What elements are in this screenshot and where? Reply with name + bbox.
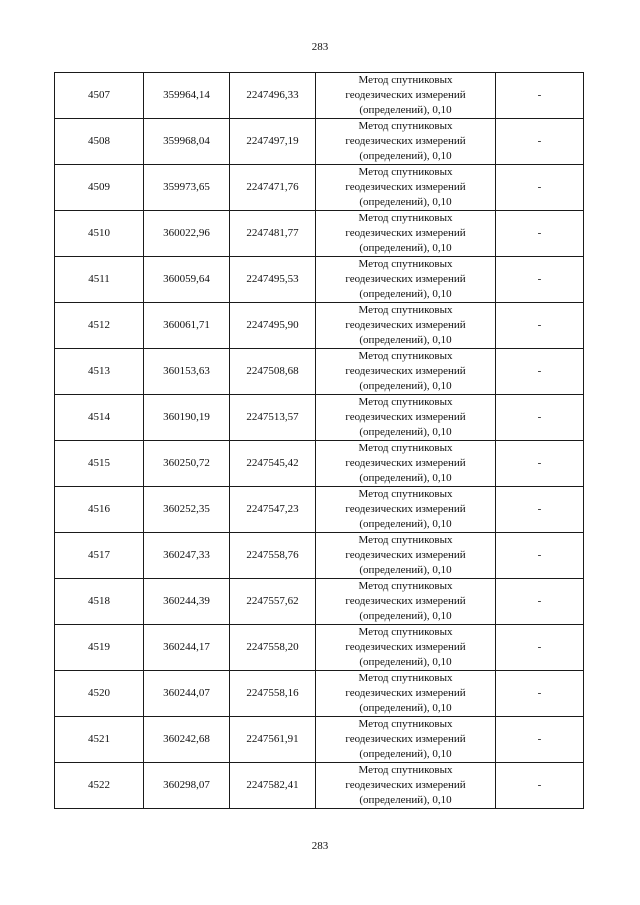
point-number-cell: 4519 bbox=[55, 625, 144, 671]
table-row bbox=[55, 441, 584, 487]
coordinate-y-cell: 2247497,19 bbox=[230, 119, 316, 165]
method-text: Метод спутниковых геодезических измерений (определений), 0,10 bbox=[345, 258, 466, 300]
note-cell: - bbox=[496, 487, 584, 533]
method-cell bbox=[316, 579, 496, 625]
point-number-cell: 4507 bbox=[55, 73, 144, 119]
note-cell: - bbox=[496, 671, 584, 717]
method-text: Метод спутниковых геодезических измерений (определений), 0,10 bbox=[345, 396, 466, 438]
note-cell: - bbox=[496, 625, 584, 671]
method-text: Метод спутниковых геодезических измерений (определений), 0,10 bbox=[345, 488, 466, 530]
method-text: Метод спутниковых геодезических измерений (определений), 0,10 bbox=[345, 718, 466, 760]
method-text: Метод спутниковых геодезических измерений (определений), 0,10 bbox=[345, 442, 466, 484]
coordinate-y-cell: 2247471,76 bbox=[230, 165, 316, 211]
note-cell: - bbox=[496, 73, 584, 119]
coordinate-x-cell: 360244,07 bbox=[144, 671, 230, 717]
coordinate-y-cell: 2247558,20 bbox=[230, 625, 316, 671]
method-cell bbox=[316, 211, 496, 257]
coordinate-y-cell: 2247495,90 bbox=[230, 303, 316, 349]
note-cell: - bbox=[496, 533, 584, 579]
point-number-cell: 4509 bbox=[55, 165, 144, 211]
coordinate-y-cell: 2247495,53 bbox=[230, 257, 316, 303]
coordinate-y-cell: 2247508,68 bbox=[230, 349, 316, 395]
coordinate-x-cell: 360244,17 bbox=[144, 625, 230, 671]
note-cell: - bbox=[496, 119, 584, 165]
page-number-bottom: 283 bbox=[311, 840, 329, 852]
page-number-top: 283 bbox=[311, 41, 329, 53]
coordinate-x-cell: 359973,65 bbox=[144, 165, 230, 211]
point-number-cell: 4510 bbox=[55, 211, 144, 257]
method-text: Метод спутниковых геодезических измерений (определений), 0,10 bbox=[345, 580, 466, 622]
method-text: Метод спутниковых геодезических измерений (определений), 0,10 bbox=[345, 350, 466, 392]
coordinate-x-cell: 360061,71 bbox=[144, 303, 230, 349]
table-row bbox=[55, 257, 584, 303]
coordinate-y-cell: 2247496,33 bbox=[230, 73, 316, 119]
coordinate-x-cell: 360298,07 bbox=[144, 763, 230, 809]
point-number-cell: 4515 bbox=[55, 441, 144, 487]
point-number-cell: 4512 bbox=[55, 303, 144, 349]
note-cell: - bbox=[496, 303, 584, 349]
coordinate-y-cell: 2247547,23 bbox=[230, 487, 316, 533]
note-cell: - bbox=[496, 165, 584, 211]
method-cell bbox=[316, 257, 496, 303]
coordinate-y-cell: 2247558,16 bbox=[230, 671, 316, 717]
coordinate-x-cell: 360022,96 bbox=[144, 211, 230, 257]
coordinate-y-cell: 2247481,77 bbox=[230, 211, 316, 257]
point-number-cell: 4522 bbox=[55, 763, 144, 809]
table-row bbox=[55, 395, 584, 441]
method-cell bbox=[316, 119, 496, 165]
coordinate-y-cell: 2247558,76 bbox=[230, 533, 316, 579]
method-text: Метод спутниковых геодезических измерений (определений), 0,10 bbox=[345, 534, 466, 576]
note-cell: - bbox=[496, 441, 584, 487]
coordinate-x-cell: 359968,04 bbox=[144, 119, 230, 165]
table-row bbox=[55, 165, 584, 211]
method-cell bbox=[316, 395, 496, 441]
table-row bbox=[55, 349, 584, 395]
method-cell bbox=[316, 441, 496, 487]
coordinate-x-cell: 359964,14 bbox=[144, 73, 230, 119]
method-cell bbox=[316, 625, 496, 671]
note-cell: - bbox=[496, 579, 584, 625]
table-row bbox=[55, 73, 584, 119]
method-cell bbox=[316, 303, 496, 349]
method-cell bbox=[316, 533, 496, 579]
point-number-cell: 4521 bbox=[55, 717, 144, 763]
method-cell bbox=[316, 349, 496, 395]
note-cell: - bbox=[496, 257, 584, 303]
coordinate-x-cell: 360252,35 bbox=[144, 487, 230, 533]
method-cell bbox=[316, 165, 496, 211]
coordinate-y-cell: 2247545,42 bbox=[230, 441, 316, 487]
point-number-cell: 4516 bbox=[55, 487, 144, 533]
method-text: Метод спутниковых геодезических измерений (определений), 0,10 bbox=[345, 764, 466, 806]
coordinate-x-cell: 360242,68 bbox=[144, 717, 230, 763]
coordinates-table bbox=[54, 72, 584, 809]
coordinate-x-cell: 360250,72 bbox=[144, 441, 230, 487]
table-row bbox=[55, 717, 584, 763]
method-text: Метод спутниковых геодезических измерений (определений), 0,10 bbox=[345, 74, 466, 116]
method-cell bbox=[316, 487, 496, 533]
point-number-cell: 4514 bbox=[55, 395, 144, 441]
table-row bbox=[55, 625, 584, 671]
point-number-cell: 4511 bbox=[55, 257, 144, 303]
method-text: Метод спутниковых геодезических измерений (определений), 0,10 bbox=[345, 212, 466, 254]
table-row bbox=[55, 119, 584, 165]
method-cell bbox=[316, 73, 496, 119]
method-text: Метод спутниковых геодезических измерений (определений), 0,10 bbox=[345, 120, 466, 162]
note-cell: - bbox=[496, 717, 584, 763]
method-text: Метод спутниковых геодезических измерений (определений), 0,10 bbox=[345, 166, 466, 208]
note-cell: - bbox=[496, 349, 584, 395]
method-text: Метод спутниковых геодезических измерений (определений), 0,10 bbox=[345, 304, 466, 346]
table-row bbox=[55, 303, 584, 349]
table-row bbox=[55, 211, 584, 257]
coordinate-x-cell: 360153,63 bbox=[144, 349, 230, 395]
table-row bbox=[55, 487, 584, 533]
table-row bbox=[55, 763, 584, 809]
method-text: Метод спутниковых геодезических измерений (определений), 0,10 bbox=[345, 672, 466, 714]
coordinate-y-cell: 2247557,62 bbox=[230, 579, 316, 625]
coordinates-table-body bbox=[55, 73, 584, 809]
method-cell bbox=[316, 671, 496, 717]
point-number-cell: 4518 bbox=[55, 579, 144, 625]
note-cell: - bbox=[496, 395, 584, 441]
method-cell bbox=[316, 717, 496, 763]
point-number-cell: 4513 bbox=[55, 349, 144, 395]
table-row bbox=[55, 671, 584, 717]
note-cell: - bbox=[496, 211, 584, 257]
coordinate-y-cell: 2247561,91 bbox=[230, 717, 316, 763]
coordinate-x-cell: 360247,33 bbox=[144, 533, 230, 579]
point-number-cell: 4508 bbox=[55, 119, 144, 165]
table-row bbox=[55, 533, 584, 579]
coordinate-x-cell: 360190,19 bbox=[144, 395, 230, 441]
method-text: Метод спутниковых геодезических измерений (определений), 0,10 bbox=[345, 626, 466, 668]
point-number-cell: 4517 bbox=[55, 533, 144, 579]
coordinate-y-cell: 2247582,41 bbox=[230, 763, 316, 809]
method-cell bbox=[316, 763, 496, 809]
coordinate-x-cell: 360244,39 bbox=[144, 579, 230, 625]
coordinate-y-cell: 2247513,57 bbox=[230, 395, 316, 441]
table-row bbox=[55, 579, 584, 625]
point-number-cell: 4520 bbox=[55, 671, 144, 717]
note-cell: - bbox=[496, 763, 584, 809]
coordinate-x-cell: 360059,64 bbox=[144, 257, 230, 303]
